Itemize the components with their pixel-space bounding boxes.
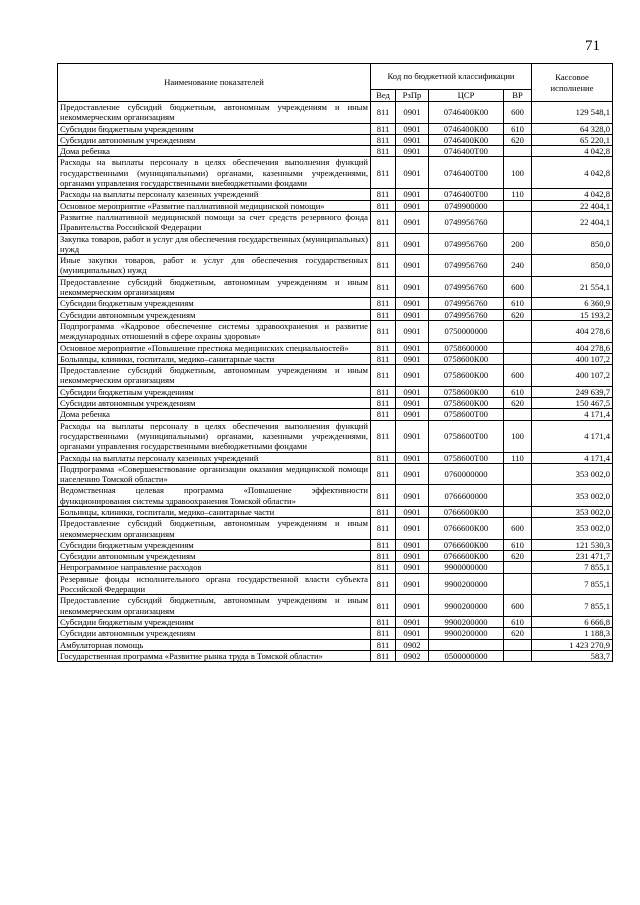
cell-vr: 600: [504, 595, 532, 617]
cell-vr: 620: [504, 628, 532, 639]
cell-name: Предоставление субсидий бюджетным, автономным учреждениям и иным некоммерческим организациям: [58, 365, 371, 387]
cell-rzpr: 0901: [396, 539, 429, 550]
table-row: [58, 485, 613, 507]
cell-vr: 240: [504, 255, 532, 277]
cell-rzpr: 0901: [396, 200, 429, 211]
cell-name: Субсидии бюджетным учреждениям: [58, 386, 371, 397]
table-row: [58, 276, 613, 298]
cell-csr: 0746400К00: [429, 102, 504, 124]
cell-ved: 811: [371, 485, 396, 507]
cell-ved: 811: [371, 320, 396, 342]
cell-ved: 811: [371, 276, 396, 298]
cell-csr: 0766600К00: [429, 506, 504, 517]
cell-csr: 0758600000: [429, 342, 504, 353]
cell-name: Развитие паллиативной медицинской помощи за счет средств резервного фонда Правительства Российской Федерации: [58, 211, 371, 233]
cell-csr: [429, 639, 504, 650]
cell-sum: 7 855,1: [532, 595, 613, 617]
cell-rzpr: 0901: [396, 298, 429, 309]
table-row: [58, 386, 613, 397]
table-row: [58, 518, 613, 540]
table-row: [58, 211, 613, 233]
cell-rzpr: 0901: [396, 616, 429, 627]
cell-csr: 9900200000: [429, 616, 504, 627]
cell-csr: 0746400К00: [429, 123, 504, 134]
table-body: [58, 102, 613, 662]
cell-sum: 121 530,3: [532, 539, 613, 550]
cell-vr: [504, 409, 532, 420]
table-row: [58, 365, 613, 387]
cell-sum: 1 423 270,9: [532, 639, 613, 650]
cell-ved: 811: [371, 353, 396, 364]
table-row: [58, 123, 613, 134]
cell-vr: 600: [504, 102, 532, 124]
cell-rzpr: 0901: [396, 551, 429, 562]
cell-sum: 231 471,7: [532, 551, 613, 562]
cell-vr: 110: [504, 189, 532, 200]
cell-rzpr: 0901: [396, 628, 429, 639]
cell-rzpr: 0901: [396, 309, 429, 320]
cell-name: Субсидии автономным учреждениям: [58, 309, 371, 320]
cell-csr: 0746400Т00: [429, 146, 504, 157]
cell-ved: 811: [371, 102, 396, 124]
cell-sum: 404 278,6: [532, 320, 613, 342]
header-name: Наименование показателей: [58, 64, 371, 102]
cell-vr: 610: [504, 616, 532, 627]
cell-sum: 1 188,3: [532, 628, 613, 639]
cell-sum: 353 002,0: [532, 485, 613, 507]
cell-ved: 811: [371, 650, 396, 661]
cell-sum: 850,0: [532, 233, 613, 255]
cell-ved: 811: [371, 409, 396, 420]
table-row: [58, 573, 613, 595]
cell-vr: [504, 200, 532, 211]
header-ved: Вед: [371, 90, 396, 102]
cell-rzpr: 0901: [396, 123, 429, 134]
cell-rzpr: 0901: [396, 562, 429, 573]
cell-csr: 0749956760: [429, 309, 504, 320]
cell-vr: 620: [504, 398, 532, 409]
cell-vr: [504, 463, 532, 485]
cell-rzpr: 0901: [396, 255, 429, 277]
cell-name: Расходы на выплаты персоналу в целях обеспечения выполнения функций государственными (муниципальными) органами, казенными учреждениями, органами управления государственными внебюджетными фондами: [58, 157, 371, 189]
cell-sum: 4 042,8: [532, 146, 613, 157]
cell-ved: 811: [371, 628, 396, 639]
cell-sum: 7 855,1: [532, 562, 613, 573]
table-header: [58, 64, 613, 102]
cell-vr: 610: [504, 123, 532, 134]
cell-sum: 6 360,9: [532, 298, 613, 309]
cell-ved: 811: [371, 233, 396, 255]
cell-rzpr: 0901: [396, 146, 429, 157]
table-row: [58, 320, 613, 342]
table-row: [58, 650, 613, 661]
cell-sum: 249 639,7: [532, 386, 613, 397]
cell-vr: [504, 506, 532, 517]
cell-rzpr: 0901: [396, 463, 429, 485]
cell-ved: 811: [371, 255, 396, 277]
cell-name: Предоставление субсидий бюджетным, автономным учреждениям и иным некоммерческим организациям: [58, 518, 371, 540]
cell-csr: 0746400К00: [429, 134, 504, 145]
cell-rzpr: 0901: [396, 276, 429, 298]
cell-name: Предоставление субсидий бюджетным, автономным учреждениям и иным некоммерческим организациям: [58, 102, 371, 124]
cell-ved: 811: [371, 157, 396, 189]
header-vr: ВР: [504, 90, 532, 102]
table-row: [58, 595, 613, 617]
cell-rzpr: 0901: [396, 420, 429, 452]
table-row: [58, 309, 613, 320]
cell-rzpr: 0901: [396, 595, 429, 617]
cell-csr: 0749956760: [429, 276, 504, 298]
cell-name: Расходы на выплаты персоналу в целях обеспечения выполнения функций государственными (муниципальными) органами, казенными учреждениями, органами управления государственными внебюджетными фондами: [58, 420, 371, 452]
cell-rzpr: 0902: [396, 650, 429, 661]
table-row: [58, 398, 613, 409]
cell-name: Основное мероприятие «Развитие паллиативной медицинской помощи»: [58, 200, 371, 211]
cell-name: Субсидии бюджетным учреждениям: [58, 539, 371, 550]
cell-ved: 811: [371, 123, 396, 134]
cell-vr: 610: [504, 386, 532, 397]
cell-name: Субсидии автономным учреждениям: [58, 134, 371, 145]
budget-table: [57, 63, 613, 662]
cell-name: Подпрограмма «Совершенствование организации оказания медицинской помощи населению Томской области»: [58, 463, 371, 485]
cell-vr: 620: [504, 309, 532, 320]
cell-ved: 811: [371, 189, 396, 200]
cell-ved: 811: [371, 518, 396, 540]
cell-rzpr: 0901: [396, 518, 429, 540]
cell-ved: 811: [371, 616, 396, 627]
cell-name: Дома ребенка: [58, 146, 371, 157]
cell-sum: 404 278,6: [532, 342, 613, 353]
cell-ved: 811: [371, 309, 396, 320]
cell-vr: 110: [504, 452, 532, 463]
cell-rzpr: 0901: [396, 157, 429, 189]
cell-name: Непрограммное направление расходов: [58, 562, 371, 573]
cell-name: Субсидии автономным учреждениям: [58, 398, 371, 409]
cell-name: Амбулаторная помощь: [58, 639, 371, 650]
header-csr: ЦСР: [429, 90, 504, 102]
cell-sum: 6 666,8: [532, 616, 613, 627]
table-row: [58, 157, 613, 189]
table-row: [58, 616, 613, 627]
cell-sum: 353 002,0: [532, 463, 613, 485]
cell-csr: 0758600К00: [429, 365, 504, 387]
table-row: [58, 189, 613, 200]
table-row: [58, 200, 613, 211]
cell-rzpr: 0901: [396, 320, 429, 342]
table-row: [58, 639, 613, 650]
cell-rzpr: 0901: [396, 573, 429, 595]
cell-ved: 811: [371, 463, 396, 485]
cell-sum: 22 404,1: [532, 211, 613, 233]
cell-name: Больницы, клиники, госпитали, медико–санитарные части: [58, 353, 371, 364]
cell-ved: 811: [371, 595, 396, 617]
cell-rzpr: 0901: [396, 102, 429, 124]
cell-rzpr: 0901: [396, 211, 429, 233]
cell-sum: 583,7: [532, 650, 613, 661]
cell-vr: [504, 562, 532, 573]
cell-csr: 9900200000: [429, 628, 504, 639]
page-number: 71: [585, 38, 600, 54]
cell-ved: 811: [371, 639, 396, 650]
cell-ved: 811: [371, 551, 396, 562]
cell-name: Государственная программа «Развитие рынка труда в Томской области»: [58, 650, 371, 661]
cell-vr: [504, 639, 532, 650]
cell-name: Субсидии бюджетным учреждениям: [58, 123, 371, 134]
table-row: [58, 539, 613, 550]
header-rzpr: РзПр: [396, 90, 429, 102]
cell-sum: 22 404,1: [532, 200, 613, 211]
cell-sum: 4 171,4: [532, 452, 613, 463]
table-row: [58, 342, 613, 353]
cell-sum: 129 548,1: [532, 102, 613, 124]
cell-name: Субсидии автономным учреждениям: [58, 628, 371, 639]
header-code-group: Код по бюджетной классификации: [371, 64, 532, 90]
cell-vr: 610: [504, 298, 532, 309]
table-row: [58, 255, 613, 277]
cell-sum: 64 328,0: [532, 123, 613, 134]
cell-csr: 9900200000: [429, 573, 504, 595]
cell-rzpr: 0901: [396, 386, 429, 397]
cell-csr: 9900000000: [429, 562, 504, 573]
cell-name: Резервные фонды исполнительного органа государственной власти субъекта Российской Федерации: [58, 573, 371, 595]
cell-csr: 0749900000: [429, 200, 504, 211]
cell-rzpr: 0901: [396, 189, 429, 200]
cell-csr: 0760000000: [429, 463, 504, 485]
table-row: [58, 353, 613, 364]
cell-vr: [504, 342, 532, 353]
table-row: [58, 102, 613, 124]
cell-vr: 600: [504, 365, 532, 387]
cell-ved: 811: [371, 342, 396, 353]
cell-csr: 0758600К00: [429, 353, 504, 364]
cell-sum: 353 002,0: [532, 518, 613, 540]
cell-ved: 811: [371, 200, 396, 211]
cell-sum: 4 171,4: [532, 420, 613, 452]
cell-ved: 811: [371, 452, 396, 463]
cell-rzpr: 0901: [396, 365, 429, 387]
cell-csr: 0766600000: [429, 485, 504, 507]
cell-rzpr: 0902: [396, 639, 429, 650]
cell-csr: 0766600К00: [429, 518, 504, 540]
cell-sum: 4 171,4: [532, 409, 613, 420]
cell-vr: 620: [504, 551, 532, 562]
table-row: [58, 463, 613, 485]
cell-name: Подпрограмма «Кадровое обеспечение системы здравоохранения и развитие международных отношений в сфере охраны здоровья»: [58, 320, 371, 342]
cell-csr: 0758600К00: [429, 398, 504, 409]
cell-csr: 0746400Т00: [429, 189, 504, 200]
cell-vr: 100: [504, 157, 532, 189]
cell-sum: 400 107,2: [532, 353, 613, 364]
cell-name: Субсидии бюджетным учреждениям: [58, 298, 371, 309]
cell-sum: 850,0: [532, 255, 613, 277]
cell-name: Больницы, клиники, госпитали, медико–санитарные части: [58, 506, 371, 517]
cell-name: Закупка товаров, работ и услуг для обеспечения государственных (муниципальных) нужд: [58, 233, 371, 255]
header-sum: Кассовое исполнение: [532, 64, 613, 102]
table-row: [58, 562, 613, 573]
cell-vr: [504, 573, 532, 595]
table-row: [58, 628, 613, 639]
cell-vr: 600: [504, 276, 532, 298]
cell-sum: 7 855,1: [532, 573, 613, 595]
cell-ved: 811: [371, 398, 396, 409]
cell-ved: 811: [371, 386, 396, 397]
cell-csr: 0500000000: [429, 650, 504, 661]
cell-sum: 65 220,1: [532, 134, 613, 145]
cell-csr: 0766600К00: [429, 551, 504, 562]
cell-csr: 0766600К00: [429, 539, 504, 550]
cell-rzpr: 0901: [396, 342, 429, 353]
cell-vr: [504, 650, 532, 661]
cell-sum: 150 467,5: [532, 398, 613, 409]
cell-ved: 811: [371, 562, 396, 573]
cell-rzpr: 0901: [396, 398, 429, 409]
table-row: [58, 506, 613, 517]
cell-csr: 0758600Т00: [429, 452, 504, 463]
table-row: [58, 452, 613, 463]
cell-name: Субсидии бюджетным учреждениям: [58, 616, 371, 627]
cell-csr: 0749956760: [429, 211, 504, 233]
cell-sum: 21 554,1: [532, 276, 613, 298]
cell-vr: 200: [504, 233, 532, 255]
cell-ved: 811: [371, 506, 396, 517]
cell-name: Ведомственная целевая программа «Повышение эффективности функционирования системы здравоохранения Томской области»: [58, 485, 371, 507]
cell-csr: 0746400Т00: [429, 157, 504, 189]
cell-name: Предоставление субсидий бюджетным, автономным учреждениям и иным некоммерческим организациям: [58, 595, 371, 617]
cell-rzpr: 0901: [396, 409, 429, 420]
cell-name: Расходы на выплаты персоналу казенных учреждений: [58, 452, 371, 463]
cell-vr: [504, 320, 532, 342]
cell-sum: 400 107,2: [532, 365, 613, 387]
cell-ved: 811: [371, 211, 396, 233]
table-row: [58, 420, 613, 452]
cell-name: Расходы на выплаты персоналу казенных учреждений: [58, 189, 371, 200]
cell-name: Субсидии автономным учреждениям: [58, 551, 371, 562]
cell-vr: [504, 211, 532, 233]
table-row: [58, 551, 613, 562]
cell-sum: 353 002,0: [532, 506, 613, 517]
cell-ved: 811: [371, 539, 396, 550]
table-row: [58, 409, 613, 420]
cell-vr: [504, 485, 532, 507]
cell-ved: 811: [371, 365, 396, 387]
cell-rzpr: 0901: [396, 353, 429, 364]
cell-ved: 811: [371, 573, 396, 595]
cell-csr: 0749956760: [429, 233, 504, 255]
cell-csr: 9900200000: [429, 595, 504, 617]
cell-ved: 811: [371, 298, 396, 309]
cell-sum: 4 042,8: [532, 189, 613, 200]
cell-ved: 811: [371, 146, 396, 157]
cell-vr: 100: [504, 420, 532, 452]
cell-vr: [504, 146, 532, 157]
table-row: [58, 146, 613, 157]
cell-csr: 0749956760: [429, 298, 504, 309]
cell-ved: 811: [371, 420, 396, 452]
cell-ved: 811: [371, 134, 396, 145]
cell-name: Основное мероприятие «Повышение престижа медицинских специальностей»: [58, 342, 371, 353]
cell-csr: 0758600Т00: [429, 409, 504, 420]
cell-rzpr: 0901: [396, 134, 429, 145]
cell-vr: 620: [504, 134, 532, 145]
table-row: [58, 298, 613, 309]
cell-vr: 600: [504, 518, 532, 540]
cell-csr: 0749956760: [429, 255, 504, 277]
cell-csr: 0750000000: [429, 320, 504, 342]
cell-csr: 0758600Т00: [429, 420, 504, 452]
cell-sum: 4 042,8: [532, 157, 613, 189]
cell-name: Иные закупки товаров, работ и услуг для обеспечения государственных (муниципальных) нужд: [58, 255, 371, 277]
cell-name: Дома ребенка: [58, 409, 371, 420]
cell-name: Предоставление субсидий бюджетным, автономным учреждениям и иным некоммерческим организациям: [58, 276, 371, 298]
cell-rzpr: 0901: [396, 452, 429, 463]
cell-sum: 15 193,2: [532, 309, 613, 320]
cell-rzpr: 0901: [396, 233, 429, 255]
cell-rzpr: 0901: [396, 485, 429, 507]
cell-vr: [504, 353, 532, 364]
table-row: [58, 233, 613, 255]
table-row: [58, 134, 613, 145]
cell-rzpr: 0901: [396, 506, 429, 517]
cell-vr: 610: [504, 539, 532, 550]
cell-csr: 0758600К00: [429, 386, 504, 397]
